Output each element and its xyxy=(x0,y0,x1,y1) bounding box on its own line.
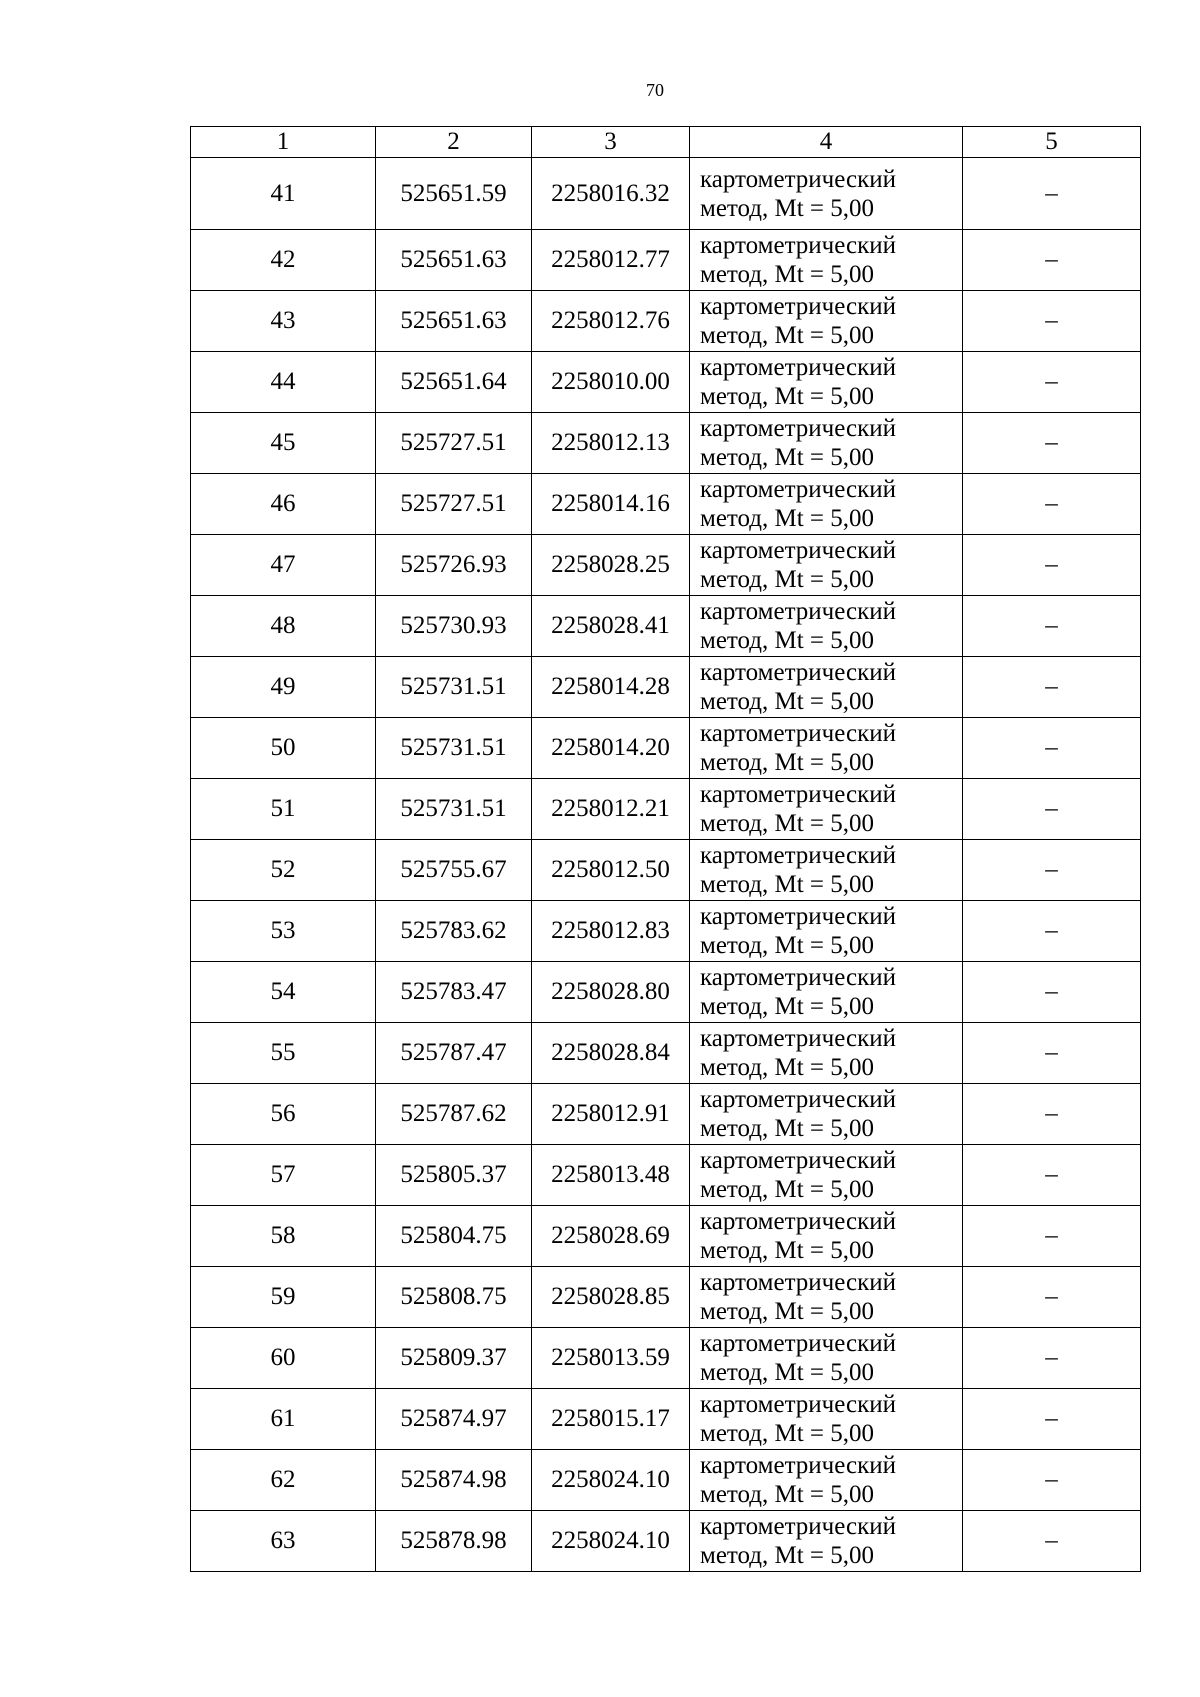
method-line-2: метод, Mt = 5,00 xyxy=(700,932,875,959)
method-line-1: картометрический xyxy=(700,964,896,991)
note-cell: – xyxy=(963,1450,1141,1511)
method-line-2: метод, Mt = 5,00 xyxy=(700,1359,875,1386)
table-row xyxy=(191,1023,1141,1084)
point-number-cell: 54 xyxy=(191,962,376,1023)
y-coordinate-cell: 2258014.20 xyxy=(532,718,690,779)
point-number-cell: 42 xyxy=(191,230,376,291)
y-coordinate-cell: 2258015.17 xyxy=(532,1389,690,1450)
method-line-1: картометрический xyxy=(700,415,896,442)
method-cell xyxy=(690,535,963,596)
method-line-1: картометрический xyxy=(700,1208,896,1235)
y-coordinate-cell: 2258028.84 xyxy=(532,1023,690,1084)
method-cell xyxy=(690,718,963,779)
point-number-cell: 57 xyxy=(191,1145,376,1206)
point-number-cell: 60 xyxy=(191,1328,376,1389)
x-coordinate-cell: 525651.64 xyxy=(376,352,532,413)
point-number-cell: 41 xyxy=(191,158,376,230)
x-coordinate-cell: 525731.51 xyxy=(376,657,532,718)
table-row xyxy=(191,1145,1141,1206)
note-cell: – xyxy=(963,779,1141,840)
header-row xyxy=(191,127,1141,158)
method-line-1: картометрический xyxy=(700,232,896,259)
method-cell xyxy=(690,901,963,962)
x-coordinate-cell: 525731.51 xyxy=(376,718,532,779)
method-line-2: метод, Mt = 5,00 xyxy=(700,627,875,654)
method-line-2: метод, Mt = 5,00 xyxy=(700,1237,875,1264)
page-number: 70 xyxy=(646,80,664,100)
method-line-1: картометрический xyxy=(700,354,896,381)
method-cell xyxy=(690,1328,963,1389)
method-line-2: метод, Mt = 5,00 xyxy=(700,993,875,1020)
method-cell xyxy=(690,1267,963,1328)
y-coordinate-cell: 2258010.00 xyxy=(532,352,690,413)
point-number-cell: 61 xyxy=(191,1389,376,1450)
method-cell xyxy=(690,1084,963,1145)
method-line-1: картометрический xyxy=(700,1025,896,1052)
method-line-1: картометрический xyxy=(700,1330,896,1357)
method-line-2: метод, Mt = 5,00 xyxy=(700,871,875,898)
table-row xyxy=(191,535,1141,596)
note-cell: – xyxy=(963,535,1141,596)
note-cell: – xyxy=(963,718,1141,779)
method-line-1: картометрический xyxy=(700,720,896,747)
note-cell: – xyxy=(963,596,1141,657)
header-col-5: 5 xyxy=(963,127,1141,158)
method-line-1: картометрический xyxy=(700,1513,896,1540)
method-line-1: картометрический xyxy=(700,842,896,869)
method-cell xyxy=(690,840,963,901)
note-cell: – xyxy=(963,158,1141,230)
point-number-cell: 49 xyxy=(191,657,376,718)
y-coordinate-cell: 2258028.85 xyxy=(532,1267,690,1328)
method-line-1: картометрический xyxy=(700,1269,896,1296)
method-line-1: картометрический xyxy=(700,659,896,686)
y-coordinate-cell: 2258012.21 xyxy=(532,779,690,840)
method-cell xyxy=(690,1511,963,1572)
y-coordinate-cell: 2258016.32 xyxy=(532,158,690,230)
x-coordinate-cell: 525651.63 xyxy=(376,230,532,291)
point-number-cell: 56 xyxy=(191,1084,376,1145)
y-coordinate-cell: 2258028.25 xyxy=(532,535,690,596)
point-number-cell: 44 xyxy=(191,352,376,413)
method-line-1: картометрический xyxy=(700,598,896,625)
y-coordinate-cell: 2258028.80 xyxy=(532,962,690,1023)
method-line-1: картометрический xyxy=(700,1452,896,1479)
method-cell xyxy=(690,1206,963,1267)
x-coordinate-cell: 525878.98 xyxy=(376,1511,532,1572)
method-line-2: метод, Mt = 5,00 xyxy=(700,749,875,776)
method-line-2: метод, Mt = 5,00 xyxy=(700,1481,875,1508)
table-row xyxy=(191,474,1141,535)
note-cell: – xyxy=(963,1328,1141,1389)
table-row xyxy=(191,1084,1141,1145)
y-coordinate-cell: 2258012.91 xyxy=(532,1084,690,1145)
method-line-2: метод, Mt = 5,00 xyxy=(700,1054,875,1081)
note-cell: – xyxy=(963,962,1141,1023)
x-coordinate-cell: 525874.98 xyxy=(376,1450,532,1511)
method-line-1: картометрический xyxy=(700,537,896,564)
method-line-2: метод, Mt = 5,00 xyxy=(700,261,875,288)
note-cell: – xyxy=(963,474,1141,535)
x-coordinate-cell: 525651.59 xyxy=(376,158,532,230)
note-cell: – xyxy=(963,1389,1141,1450)
x-coordinate-cell: 525731.51 xyxy=(376,779,532,840)
x-coordinate-cell: 525787.47 xyxy=(376,1023,532,1084)
x-coordinate-cell: 525730.93 xyxy=(376,596,532,657)
x-coordinate-cell: 525874.97 xyxy=(376,1389,532,1450)
point-number-cell: 46 xyxy=(191,474,376,535)
table-row xyxy=(191,1206,1141,1267)
method-line-1: картометрический xyxy=(700,1147,896,1174)
header-col-2: 2 xyxy=(376,127,532,158)
method-line-2: метод, Mt = 5,00 xyxy=(700,1298,875,1325)
table-row xyxy=(191,1267,1141,1328)
method-cell xyxy=(690,352,963,413)
note-cell: – xyxy=(963,413,1141,474)
table-row xyxy=(191,230,1141,291)
table-row xyxy=(191,901,1141,962)
method-cell xyxy=(690,1145,963,1206)
method-cell xyxy=(690,779,963,840)
table-row xyxy=(191,657,1141,718)
note-cell: – xyxy=(963,352,1141,413)
y-coordinate-cell: 2258013.48 xyxy=(532,1145,690,1206)
method-cell xyxy=(690,1023,963,1084)
method-line-1: картометрический xyxy=(700,1391,896,1418)
method-cell xyxy=(690,1389,963,1450)
method-line-1: картометрический xyxy=(700,165,896,193)
y-coordinate-cell: 2258024.10 xyxy=(532,1450,690,1511)
method-line-1: картометрический xyxy=(700,476,896,503)
point-number-cell: 55 xyxy=(191,1023,376,1084)
method-cell xyxy=(690,158,963,230)
point-number-cell: 50 xyxy=(191,718,376,779)
x-coordinate-cell: 525808.75 xyxy=(376,1267,532,1328)
method-line-2: метод, Mt = 5,00 xyxy=(700,383,875,410)
note-cell: – xyxy=(963,840,1141,901)
table-row xyxy=(191,1450,1141,1511)
y-coordinate-cell: 2258012.13 xyxy=(532,413,690,474)
table-row xyxy=(191,352,1141,413)
coordinates-table xyxy=(190,126,1141,1572)
x-coordinate-cell: 525755.67 xyxy=(376,840,532,901)
method-line-2: метод, Mt = 5,00 xyxy=(700,1176,875,1203)
point-number-cell: 48 xyxy=(191,596,376,657)
y-coordinate-cell: 2258028.41 xyxy=(532,596,690,657)
method-line-2: метод, Mt = 5,00 xyxy=(700,1115,875,1142)
point-number-cell: 63 xyxy=(191,1511,376,1572)
method-cell xyxy=(690,1450,963,1511)
y-coordinate-cell: 2258012.77 xyxy=(532,230,690,291)
y-coordinate-cell: 2258024.10 xyxy=(532,1511,690,1572)
header-col-1: 1 xyxy=(191,127,376,158)
note-cell: – xyxy=(963,1511,1141,1572)
x-coordinate-cell: 525783.62 xyxy=(376,901,532,962)
method-line-2: метод, Mt = 5,00 xyxy=(700,1420,875,1447)
method-cell xyxy=(690,962,963,1023)
note-cell: – xyxy=(963,1023,1141,1084)
y-coordinate-cell: 2258013.59 xyxy=(532,1328,690,1389)
table-row xyxy=(191,158,1141,230)
table-row xyxy=(191,840,1141,901)
y-coordinate-cell: 2258014.16 xyxy=(532,474,690,535)
header-col-4: 4 xyxy=(690,127,963,158)
note-cell: – xyxy=(963,1084,1141,1145)
table-row xyxy=(191,1389,1141,1450)
point-number-cell: 62 xyxy=(191,1450,376,1511)
note-cell: – xyxy=(963,657,1141,718)
method-line-1: картометрический xyxy=(700,781,896,808)
method-line-2: метод, Mt = 5,00 xyxy=(700,194,875,222)
method-cell xyxy=(690,657,963,718)
method-cell xyxy=(690,413,963,474)
method-line-1: картометрический xyxy=(700,293,896,320)
y-coordinate-cell: 2258012.50 xyxy=(532,840,690,901)
table-row xyxy=(191,596,1141,657)
point-number-cell: 47 xyxy=(191,535,376,596)
point-number-cell: 58 xyxy=(191,1206,376,1267)
note-cell: – xyxy=(963,230,1141,291)
table-header xyxy=(191,127,1141,158)
table-row xyxy=(191,1328,1141,1389)
y-coordinate-cell: 2258012.76 xyxy=(532,291,690,352)
note-cell: – xyxy=(963,1267,1141,1328)
method-line-1: картометрический xyxy=(700,903,896,930)
x-coordinate-cell: 525783.47 xyxy=(376,962,532,1023)
method-line-2: метод, Mt = 5,00 xyxy=(700,810,875,837)
note-cell: – xyxy=(963,291,1141,352)
method-line-2: метод, Mt = 5,00 xyxy=(700,444,875,471)
method-line-2: метод, Mt = 5,00 xyxy=(700,505,875,532)
table-row xyxy=(191,413,1141,474)
method-line-1: картометрический xyxy=(700,1086,896,1113)
method-line-2: метод, Mt = 5,00 xyxy=(700,1542,875,1569)
note-cell: – xyxy=(963,1145,1141,1206)
table-row xyxy=(191,779,1141,840)
x-coordinate-cell: 525651.63 xyxy=(376,291,532,352)
x-coordinate-cell: 525787.62 xyxy=(376,1084,532,1145)
method-cell xyxy=(690,474,963,535)
table-row xyxy=(191,291,1141,352)
x-coordinate-cell: 525809.37 xyxy=(376,1328,532,1389)
x-coordinate-cell: 525805.37 xyxy=(376,1145,532,1206)
method-cell xyxy=(690,230,963,291)
header-col-3: 3 xyxy=(532,127,690,158)
method-cell xyxy=(690,596,963,657)
x-coordinate-cell: 525727.51 xyxy=(376,474,532,535)
point-number-cell: 52 xyxy=(191,840,376,901)
point-number-cell: 53 xyxy=(191,901,376,962)
x-coordinate-cell: 525804.75 xyxy=(376,1206,532,1267)
x-coordinate-cell: 525726.93 xyxy=(376,535,532,596)
table-row xyxy=(191,718,1141,779)
point-number-cell: 43 xyxy=(191,291,376,352)
note-cell: – xyxy=(963,901,1141,962)
point-number-cell: 45 xyxy=(191,413,376,474)
method-cell xyxy=(690,291,963,352)
x-coordinate-cell: 525727.51 xyxy=(376,413,532,474)
y-coordinate-cell: 2258014.28 xyxy=(532,657,690,718)
method-line-2: метод, Mt = 5,00 xyxy=(700,566,875,593)
y-coordinate-cell: 2258012.83 xyxy=(532,901,690,962)
point-number-cell: 51 xyxy=(191,779,376,840)
table-row xyxy=(191,1511,1141,1572)
table-row xyxy=(191,962,1141,1023)
table-body xyxy=(191,158,1141,1572)
method-line-2: метод, Mt = 5,00 xyxy=(700,688,875,715)
method-line-2: метод, Mt = 5,00 xyxy=(700,322,875,349)
point-number-cell: 59 xyxy=(191,1267,376,1328)
note-cell: – xyxy=(963,1206,1141,1267)
y-coordinate-cell: 2258028.69 xyxy=(532,1206,690,1267)
